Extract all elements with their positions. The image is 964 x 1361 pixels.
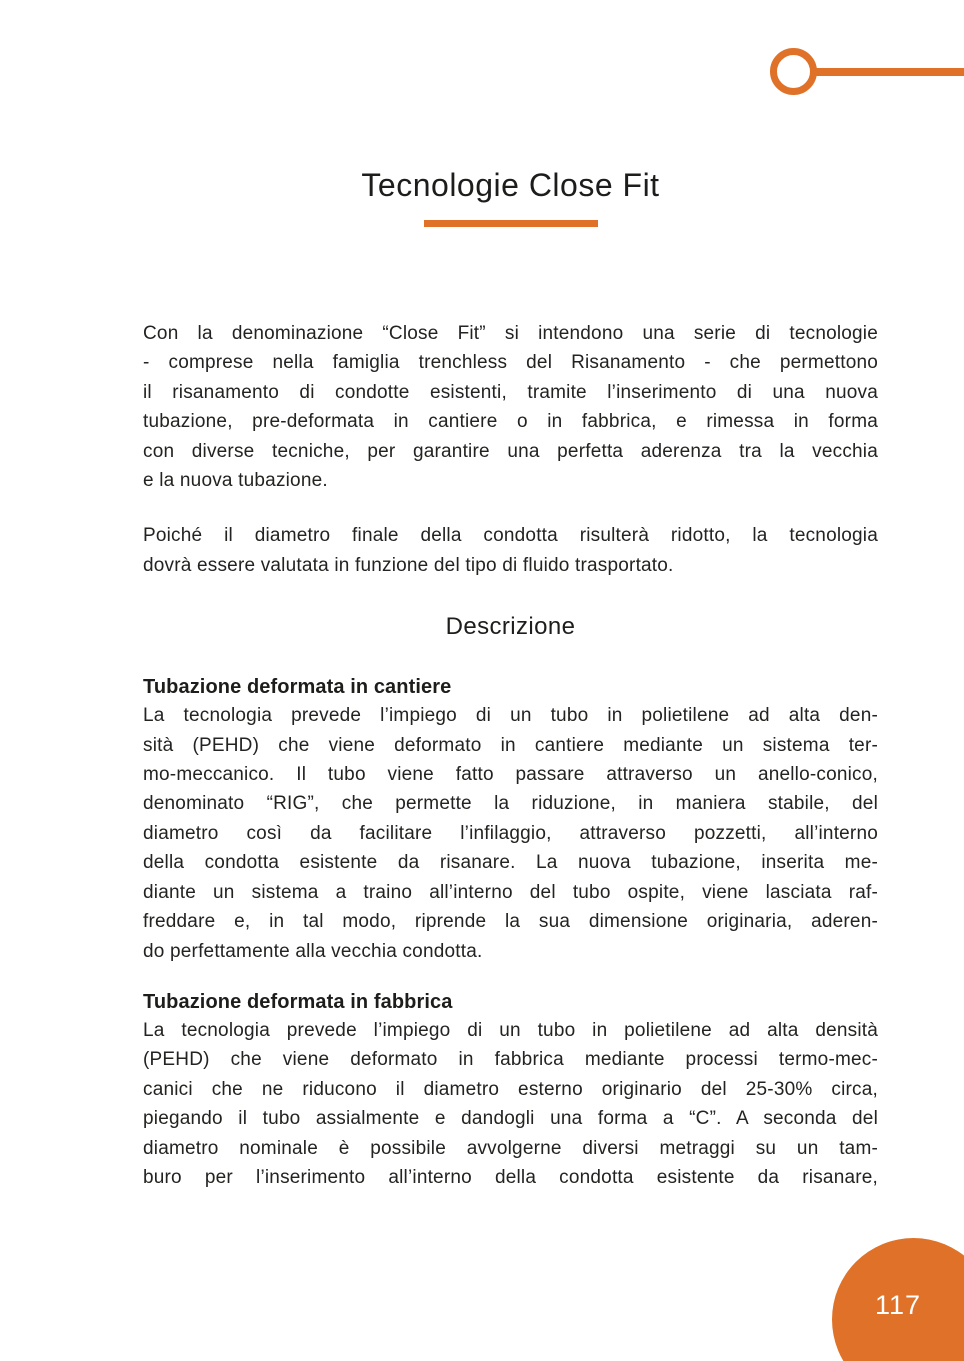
text-line: La tecnologia prevede l’impiego di un tubo in polietilene ad alta den-: [143, 705, 878, 727]
text-line: diametro così da facilitare l’infilaggio, attraverso pozzetti, all’interno: [143, 822, 878, 844]
page-title: Tecnologie Close Fit: [361, 167, 660, 203]
content-column: [143, 0, 878, 1192]
text-line: piegando il tubo assialmente e dandogli una forma a “C”. A seconda del: [143, 1108, 878, 1130]
text-line: dovrà essere valutata in funzione del tipo di fluido trasportato.: [143, 554, 674, 576]
page-number: 117: [874, 1290, 922, 1320]
text-line: mo-meccanico. Il tubo viene fatto passare attraverso un anello-conico,: [143, 764, 878, 786]
paragraph-tubazione-cantiere: [143, 701, 878, 966]
text-line: e la nuova tubazione.: [143, 470, 328, 492]
text-line: diante un sistema a traino all’interno del tubo ospite, viene lasciata raf-: [143, 881, 878, 903]
title-underline: [424, 220, 598, 227]
text-line: con diverse tecniche, per garantire una perfetta aderenza tra la vecchia: [143, 440, 878, 462]
text-line: sità (PEHD) che viene deformato in cantiere mediante un sistema ter-: [143, 734, 878, 756]
section-heading-descrizione: Descrizione: [445, 613, 576, 641]
subheading-tubazione-fabbrica: Tubazione deformata in fabbrica: [143, 990, 453, 1013]
text-line: diametro nominale è possibile avvolgerne diversi metraggi su un tam-: [143, 1137, 878, 1159]
subheading-tubazione-cantiere: Tubazione deformata in cantiere: [143, 676, 452, 699]
text-line: - comprese nella famiglia trenchless del Risanamento - che permettono: [143, 352, 878, 374]
text-line: buro per l’inserimento all’interno della condotta esistente da risanare,: [143, 1166, 878, 1188]
intro-paragraph-1: [143, 319, 878, 495]
text-line: il risanamento di condotte esistenti, tramite l’inserimento di una nuova: [143, 381, 878, 403]
text-line: denominato “RIG”, che permette la riduzione, in maniera stabile, del: [143, 793, 878, 815]
text-line: della condotta esistente da risanare. La nuova tubazione, inserita me-: [143, 852, 878, 874]
text-line: do perfettamente alla vecchia condotta.: [143, 940, 483, 962]
text-line: (PEHD) che viene deformato in fabbrica mediante processi termo-mec-: [143, 1049, 878, 1071]
text-line: tubazione, pre-deformata in cantiere o in fabbrica, e rimessa in forma: [143, 411, 878, 433]
text-line: Poiché il diametro finale della condotta risulterà ridotto, la tecnologia: [143, 525, 878, 547]
text-line: La tecnologia prevede l’impiego di un tubo in polietilene ad alta densità: [143, 1019, 878, 1041]
intro-paragraph-2: [143, 521, 878, 580]
text-line: Con la denominazione “Close Fit” si intendono una serie di tecnologie: [143, 323, 878, 344]
paragraph-tubazione-fabbrica: [143, 1016, 878, 1192]
text-line: freddare e, in tal modo, riprende la sua dimensione originaria, aderen-: [143, 911, 878, 933]
text-line: canici che ne riducono il diametro esterno originario del 25-30% circa,: [143, 1078, 878, 1100]
